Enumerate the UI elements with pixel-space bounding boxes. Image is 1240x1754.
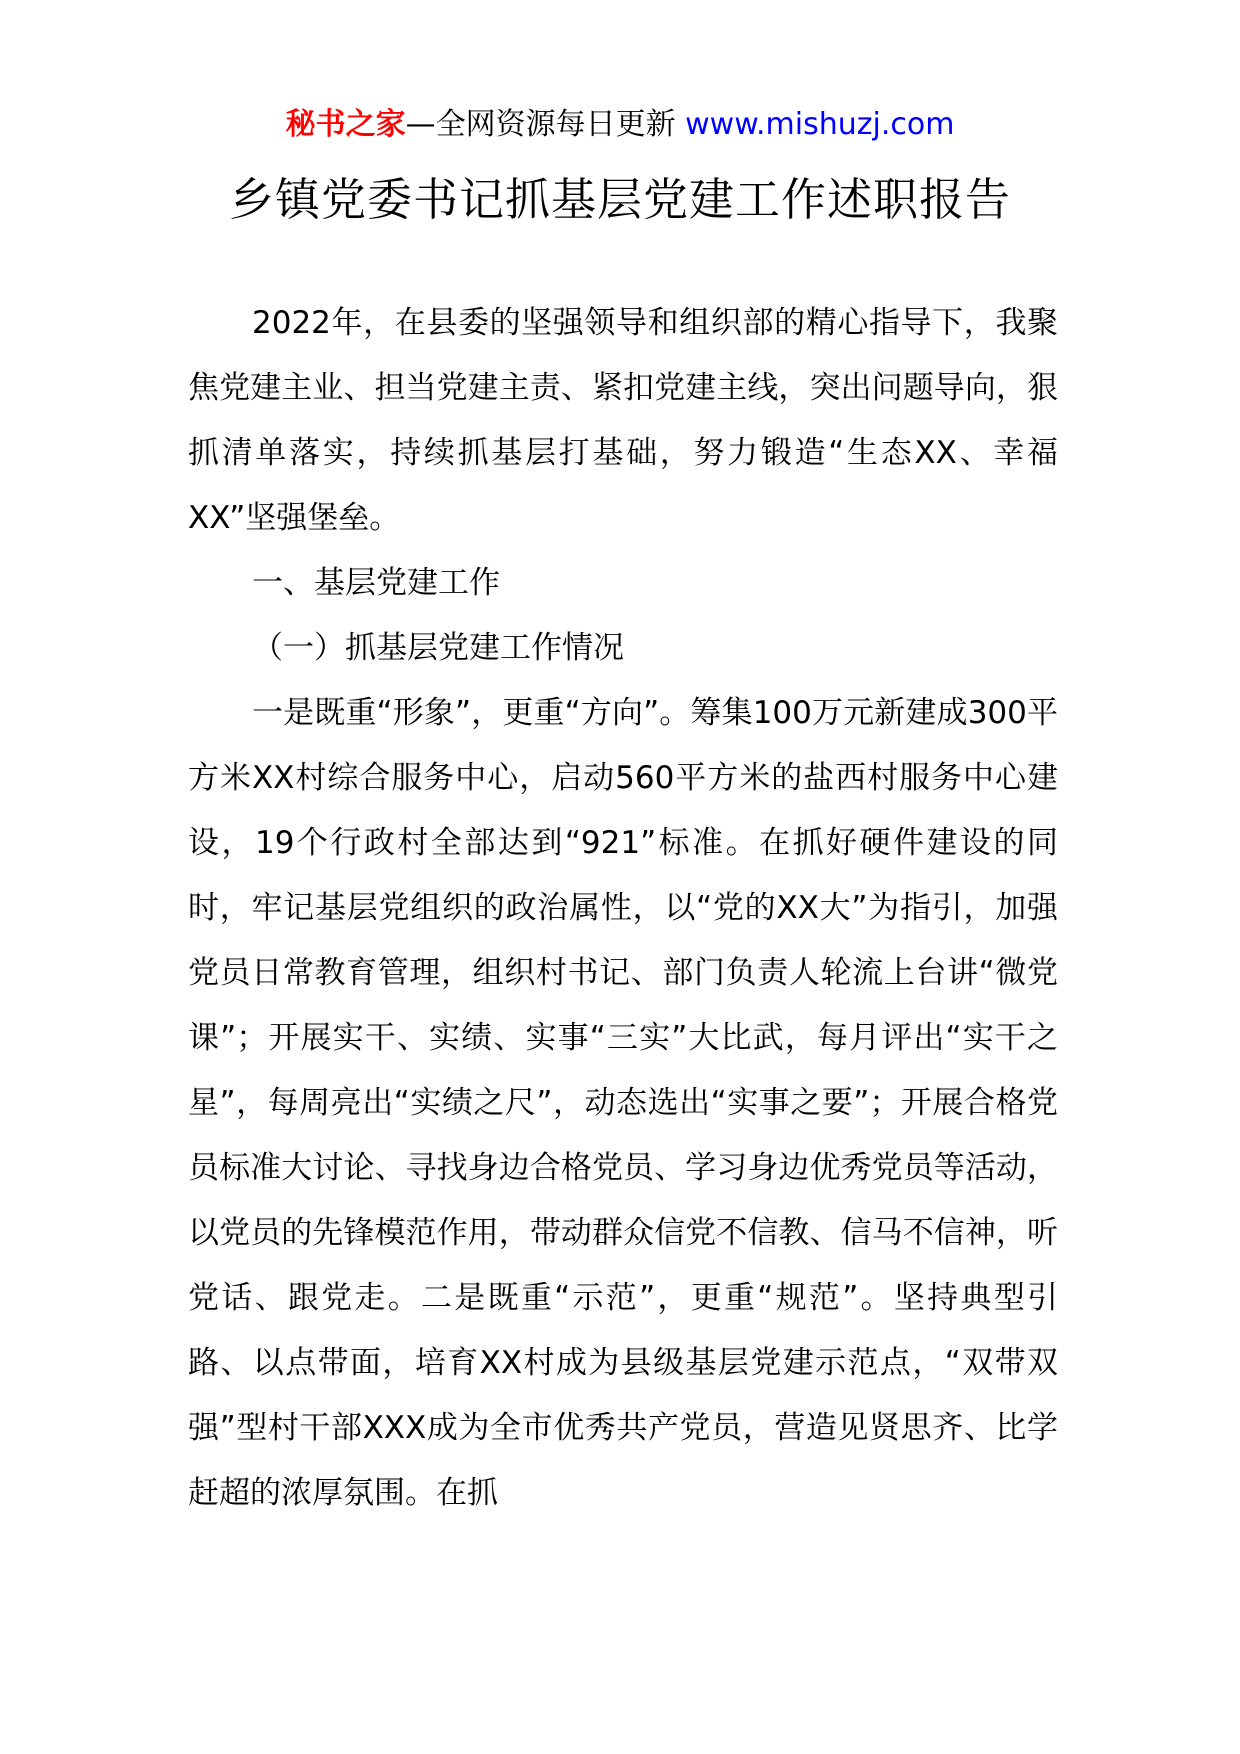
intro-paragraph: 2022年，在县委的坚强领导和组织部的精心指导下，我聚焦党建主业、担当党建主责、紧扣党建主线，突出问题导向，狠抓清单落实，持续抓基层打基础，努力锻造“生态XX、幸福XX”坚强堡垒。 — [188, 305, 1058, 536]
document-title: 乡镇党委书记抓基层党建工作述职报告 — [228, 173, 1011, 226]
document-body — [188, 291, 1058, 1526]
site-url-link[interactable]: www.mishuzj.com — [685, 107, 955, 142]
site-header — [0, 100, 1240, 150]
site-tagline: —全网资源每日更新 — [405, 107, 676, 142]
subsection-heading: （一）抓基层党建工作情况 — [252, 630, 624, 666]
body-paragraph: 一是既重“形象”，更重“方向”。筹集100万元新建成300平方米XX村综合服务中心，启动560平方米的盐西村服务中心建设，19个行政村全部达到“921”标准。在抓好硬件建设的同时，牢记基层党组织的政治属性，以“党的XX大”为指引，加强党员日常教育管理，组织村书记、部门负责人轮流上台讲“微党课”；开展实干、实绩、实事“三实”大比武，每月评出“实干之星”，每周亮出“实绩之尺”，动态选出“实事之要”；开展合格党员标准大讨论、寻找身边合格党员、学习身边优秀党员等活动，以党员的先锋模范作用，带动群众信党不信教、信马不信神，听党话、跟党走。二是既重“示范”，更重“规范”。坚持典型引路、以点带面，培育XX村成为县级基层党建示范点，“双带双强”型村干部XXX成为全市优秀共产党员，营造见贤思齐、比学赶超的浓厚氛围。在抓 — [188, 695, 1058, 1511]
section-heading: 一、基层党建工作 — [252, 565, 500, 601]
site-brand: 秘书之家 — [285, 107, 406, 142]
